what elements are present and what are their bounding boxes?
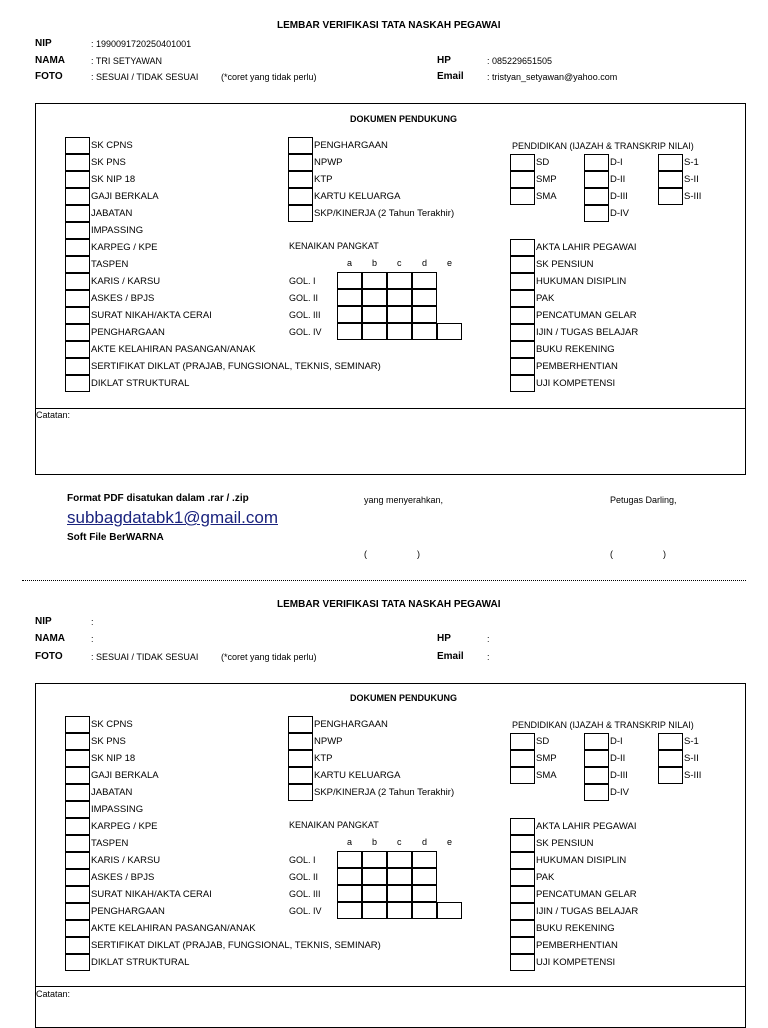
grade-header: d: [422, 837, 428, 847]
foto-note: (*coret yang tidak perlu): [221, 652, 317, 662]
grade-cell[interactable]: [412, 272, 437, 289]
doc-label: IMPASSING: [91, 804, 144, 815]
doc-label: AKTE KELAHIRAN PASANGAN/ANAK: [91, 344, 256, 355]
grade-cell[interactable]: [362, 272, 387, 289]
pendidikan-title: PENDIDIKAN (IJAZAH & TRANSKRIP NILAI): [512, 141, 694, 151]
gol-label: GOL. IV: [289, 906, 322, 916]
doc-checkbox[interactable]: [65, 375, 90, 392]
doc-checkbox[interactable]: [65, 716, 90, 733]
grade-header: a: [347, 258, 353, 268]
pendidikan-label: S-II: [684, 753, 699, 764]
doc-checkbox[interactable]: [510, 358, 535, 375]
pendidikan-label: S-II: [684, 174, 699, 185]
grade-cell[interactable]: [412, 885, 437, 902]
grade-cell[interactable]: [337, 323, 362, 340]
doc-label: PEMBERHENTIAN: [536, 361, 618, 372]
doc-checkbox[interactable]: [510, 290, 535, 307]
doc-label: SURAT NIKAH/AKTA CERAI: [91, 889, 212, 900]
doc-checkbox[interactable]: [65, 154, 90, 171]
nip-label: NIP: [35, 38, 52, 49]
doc-checkbox[interactable]: [510, 886, 535, 903]
doc-label: BUKU REKENING: [536, 344, 615, 355]
doc-label: SK PNS: [91, 157, 126, 168]
pendidikan-label: S-1: [684, 157, 699, 168]
doc-label: KARTU KELUARGA: [314, 191, 401, 202]
grade-header: e: [447, 837, 453, 847]
petugas-label: Petugas Darling,: [610, 495, 677, 505]
grade-header: e: [447, 258, 453, 268]
nip-label: NIP: [35, 616, 52, 627]
doc-label: AKTA LAHIR PEGAWAI: [536, 242, 637, 253]
pendidikan-label: SMA: [536, 770, 557, 781]
doc-checkbox[interactable]: [65, 307, 90, 324]
col2-checkboxes: [288, 137, 455, 222]
doc-checkbox[interactable]: [65, 358, 90, 375]
doc-label: PEMBERHENTIAN: [536, 940, 618, 951]
grade-cell[interactable]: [412, 306, 437, 323]
doc-checkbox[interactable]: [65, 784, 90, 801]
grade-cell[interactable]: [387, 272, 412, 289]
doc-label: UJI KOMPETENSI: [536, 378, 616, 389]
menyerahkan-label: yang menyerahkan,: [364, 495, 444, 505]
pendidikan-checkbox[interactable]: [584, 205, 609, 222]
pendidikan-label: D-I: [610, 157, 623, 168]
doc-label: TASPEN: [91, 838, 129, 849]
foto-label: FOTO: [35, 651, 63, 662]
doc-label: NPWP: [314, 157, 343, 168]
doc-label: SKP/KINERJA (2 Tahun Terakhir): [314, 787, 455, 798]
pendidikan-label: SMA: [536, 191, 557, 202]
grade-cell[interactable]: [387, 902, 412, 919]
doc-label: PAK: [536, 293, 555, 304]
pendidikan-checkbox[interactable]: [658, 188, 683, 205]
hp-label: HP: [437, 55, 451, 66]
doc-checkbox[interactable]: [288, 137, 313, 154]
pendidikan-label: S-1: [684, 736, 699, 747]
doc-checkbox[interactable]: [510, 903, 535, 920]
pendidikan-checkbox[interactable]: [584, 750, 609, 767]
doc-checkbox[interactable]: [65, 767, 90, 784]
doc-checkbox[interactable]: [65, 750, 90, 767]
pendidikan-label: SMP: [536, 753, 557, 764]
nama-label: NAMA: [35, 55, 65, 66]
pendidikan-checkbox[interactable]: [584, 733, 609, 750]
doc-checkbox[interactable]: [510, 256, 535, 273]
pendidikan-checkbox[interactable]: [584, 171, 609, 188]
doc-checkbox[interactable]: [288, 733, 313, 750]
doc-checkbox[interactable]: [510, 852, 535, 869]
grade-cell[interactable]: [362, 902, 387, 919]
grade-cell[interactable]: [387, 323, 412, 340]
doc-label: HUKUMAN DISIPLIN: [536, 276, 627, 287]
doc-label: PAK: [536, 872, 555, 883]
kenaikan-title: KENAIKAN PANGKAT: [289, 241, 379, 251]
doc-checkbox[interactable]: [65, 222, 90, 239]
grade-header: b: [372, 837, 378, 847]
doc-label: JABATAN: [91, 787, 133, 798]
pendidikan-label: D-IV: [610, 787, 629, 798]
doc-label: KTP: [314, 174, 333, 185]
pendidikan-checkbox[interactable]: [584, 784, 609, 801]
grade-header: a: [347, 837, 353, 847]
doc-checkbox[interactable]: [288, 784, 313, 801]
col3-checkboxes: [510, 239, 639, 392]
doc-checkbox[interactable]: [65, 835, 90, 852]
hp-value: :: [487, 634, 490, 644]
form-2: [0, 580, 768, 1024]
doc-checkbox[interactable]: [510, 835, 535, 852]
pendidikan-checkbox[interactable]: [510, 733, 535, 750]
doc-label: PENGHARGAAN: [314, 719, 388, 730]
doc-checkbox[interactable]: [65, 205, 90, 222]
grade-cell[interactable]: [387, 885, 412, 902]
doc-checkbox[interactable]: [65, 818, 90, 835]
doc-checkbox[interactable]: [510, 937, 535, 954]
softfile-note: Soft File BerWARNA: [67, 532, 164, 543]
dokumen-title: DOKUMEN PENDUKUNG: [350, 114, 458, 124]
grade-cell[interactable]: [412, 289, 437, 306]
grade-cell[interactable]: [362, 306, 387, 323]
format-note: Format PDF disatukan dalam .rar / .zip: [67, 493, 249, 504]
pendidikan-label: SD: [536, 157, 550, 168]
doc-label: IMPASSING: [91, 225, 144, 236]
doc-label: PENCATUMAN GELAR: [536, 889, 637, 900]
pendidikan-label: SD: [536, 736, 550, 747]
grade-header: c: [397, 258, 402, 268]
hp-label: HP: [437, 633, 451, 644]
nama-value: :: [91, 634, 94, 644]
doc-label: DIKLAT STRUKTURAL: [91, 957, 190, 968]
pendidikan-label: SMP: [536, 174, 557, 185]
doc-checkbox[interactable]: [510, 954, 535, 971]
doc-checkbox[interactable]: [288, 154, 313, 171]
doc-label: AKTA LAHIR PEGAWAI: [536, 821, 637, 832]
doc-label: PENGHARGAAN: [314, 140, 388, 151]
dokumen-title: DOKUMEN PENDUKUNG: [350, 693, 458, 703]
doc-checkbox[interactable]: [65, 239, 90, 256]
doc-label: KARTU KELUARGA: [314, 770, 401, 781]
doc-checkbox[interactable]: [65, 324, 90, 341]
pend-c-checkboxes: [658, 733, 702, 784]
grade-cell[interactable]: [412, 868, 437, 885]
gol-label: GOL. II: [289, 293, 319, 303]
grade-cell[interactable]: [337, 885, 362, 902]
doc-checkbox[interactable]: [510, 307, 535, 324]
grade-cell[interactable]: [337, 851, 362, 868]
doc-checkbox[interactable]: [65, 256, 90, 273]
doc-checkbox[interactable]: [288, 716, 313, 733]
grade-cell[interactable]: [412, 902, 437, 919]
doc-checkbox[interactable]: [288, 171, 313, 188]
doc-label: HUKUMAN DISIPLIN: [536, 855, 627, 866]
doc-label: SERTIFIKAT DIKLAT (PRAJAB, FUNGSIONAL, TEKNIS, SEMINAR): [91, 361, 381, 372]
email-value: :: [487, 652, 490, 662]
doc-label: SURAT NIKAH/AKTA CERAI: [91, 310, 212, 321]
doc-label: SK PENSIUN: [536, 259, 594, 270]
pendidikan-label: D-I: [610, 736, 623, 747]
foto-value: : SESUAI / TIDAK SESUAI: [91, 72, 199, 82]
doc-checkbox[interactable]: [510, 239, 535, 256]
pendidikan-label: D-IV: [610, 208, 629, 219]
pendidikan-label: D-III: [610, 191, 628, 202]
sign-right: ( ): [610, 549, 667, 559]
doc-label: GAJI BERKALA: [91, 770, 159, 781]
doc-label: PENGHARGAAN: [91, 906, 165, 917]
pendidikan-checkbox[interactable]: [584, 154, 609, 171]
doc-label: KARPEG / KPE: [91, 242, 158, 253]
grade-cell[interactable]: [337, 289, 362, 306]
grade-cell[interactable]: [362, 885, 387, 902]
doc-label: SK CPNS: [91, 719, 133, 730]
nip-value: : 199009172025040100​1: [91, 39, 192, 49]
form-title: LEMBAR VERIFIKASI TATA NASKAH PEGAWAI: [277, 599, 501, 610]
doc-checkbox[interactable]: [288, 767, 313, 784]
pendidikan-checkbox[interactable]: [584, 188, 609, 205]
grade-cell[interactable]: [337, 306, 362, 323]
doc-label: KTP: [314, 753, 333, 764]
grade-cell[interactable]: [362, 868, 387, 885]
doc-checkbox[interactable]: [65, 733, 90, 750]
pendidikan-checkbox[interactable]: [584, 767, 609, 784]
grade-cell[interactable]: [437, 323, 462, 340]
gol-label: GOL. II: [289, 872, 319, 882]
doc-label: SK PENSIUN: [536, 838, 594, 849]
gol-label: GOL. I: [289, 276, 316, 286]
email-label: Email: [437, 71, 464, 82]
doc-checkbox[interactable]: [65, 886, 90, 903]
sign-left: ( ): [364, 549, 421, 559]
doc-checkbox[interactable]: [65, 188, 90, 205]
grade-cell[interactable]: [412, 323, 437, 340]
gol-label: GOL. III: [289, 310, 321, 320]
form-title: LEMBAR VERIFIKASI TATA NASKAH PEGAWAI: [277, 20, 501, 31]
grade-cell[interactable]: [362, 289, 387, 306]
pendidikan-checkbox[interactable]: [510, 767, 535, 784]
pendidikan-checkbox[interactable]: [510, 188, 535, 205]
pendidikan-checkbox[interactable]: [658, 171, 683, 188]
catatan-divider: [36, 408, 745, 409]
kenaikan-title: KENAIKAN PANGKAT: [289, 820, 379, 830]
nama-value: : TRI SETYAWAN: [91, 56, 163, 66]
pendidikan-label: S-III: [684, 770, 702, 781]
doc-checkbox[interactable]: [65, 273, 90, 290]
doc-label: SK PNS: [91, 736, 126, 747]
doc-label: SKP/KINERJA (2 Tahun Terakhir): [314, 208, 455, 219]
doc-label: ASKES / BPJS: [91, 872, 155, 883]
col2-checkboxes: [288, 716, 455, 801]
grade-header: c: [397, 837, 402, 847]
pendidikan-checkbox[interactable]: [510, 171, 535, 188]
grade-cell[interactable]: [387, 306, 412, 323]
grade-cell[interactable]: [387, 868, 412, 885]
doc-label: AKTE KELAHIRAN PASANGAN/ANAK: [91, 923, 256, 934]
doc-label: KARIS / KARSU: [91, 276, 161, 287]
grade-cell[interactable]: [362, 851, 387, 868]
pend-b-checkboxes: [584, 154, 629, 222]
doc-checkbox[interactable]: [65, 937, 90, 954]
gol-label: GOL. IV: [289, 327, 322, 337]
grade-cell[interactable]: [387, 851, 412, 868]
grade-cell[interactable]: [437, 902, 462, 919]
pend-c-checkboxes: [658, 154, 702, 205]
doc-label: GAJI BERKALA: [91, 191, 159, 202]
pendidikan-checkbox[interactable]: [658, 733, 683, 750]
catatan-label: Catatan:: [36, 989, 71, 999]
pendidikan-label: D-II: [610, 174, 626, 185]
foto-value: : SESUAI / TIDAK SESUAI: [91, 652, 199, 662]
gol-label: GOL. III: [289, 889, 321, 899]
pendidikan-label: S-III: [684, 191, 702, 202]
doc-label: KARIS / KARSU: [91, 855, 161, 866]
doc-checkbox[interactable]: [65, 171, 90, 188]
doc-label: KARPEG / KPE: [91, 821, 158, 832]
pend-a-checkboxes: [510, 154, 557, 205]
pend-a-checkboxes: [510, 733, 557, 784]
doc-checkbox[interactable]: [65, 341, 90, 358]
doc-checkbox[interactable]: [510, 273, 535, 290]
grade-cell[interactable]: [337, 868, 362, 885]
pendidikan-checkbox[interactable]: [510, 750, 535, 767]
foto-label: FOTO: [35, 71, 63, 82]
doc-checkbox[interactable]: [65, 954, 90, 971]
grade-cell[interactable]: [337, 902, 362, 919]
pendidikan-checkbox[interactable]: [658, 154, 683, 171]
grade-header: b: [372, 258, 378, 268]
doc-label: SK NIP 18: [91, 174, 136, 185]
pendidikan-label: D-III: [610, 770, 628, 781]
pendidikan-checkbox[interactable]: [658, 767, 683, 784]
doc-label: UJI KOMPETENSI: [536, 957, 616, 968]
doc-checkbox[interactable]: [65, 869, 90, 886]
doc-checkbox[interactable]: [65, 801, 90, 818]
form-1: [0, 0, 768, 480]
doc-label: PENCATUMAN GELAR: [536, 310, 637, 321]
hp-value: : 085229651505: [487, 56, 553, 66]
doc-checkbox[interactable]: [510, 818, 535, 835]
catatan-divider: [36, 986, 745, 987]
doc-checkbox[interactable]: [288, 188, 313, 205]
doc-checkbox[interactable]: [65, 903, 90, 920]
pendidikan-checkbox[interactable]: [510, 154, 535, 171]
pendidikan-checkbox[interactable]: [658, 750, 683, 767]
doc-label: SK CPNS: [91, 140, 133, 151]
doc-checkbox[interactable]: [65, 290, 90, 307]
nama-label: NAMA: [35, 633, 65, 644]
doc-checkbox[interactable]: [510, 324, 535, 341]
doc-label: BUKU REKENING: [536, 923, 615, 934]
pendidikan-title: PENDIDIKAN (IJAZAH & TRANSKRIP NILAI): [512, 720, 694, 730]
doc-checkbox[interactable]: [288, 205, 313, 222]
doc-label: PENGHARGAAN: [91, 327, 165, 338]
doc-label: TASPEN: [91, 259, 129, 270]
doc-label: SERTIFIKAT DIKLAT (PRAJAB, FUNGSIONAL, TEKNIS, SEMINAR): [91, 940, 381, 951]
catatan-label: Catatan:: [36, 410, 71, 420]
pendidikan-label: D-II: [610, 753, 626, 764]
doc-label: NPWP: [314, 736, 343, 747]
doc-label: ASKES / BPJS: [91, 293, 155, 304]
grade-cell[interactable]: [362, 323, 387, 340]
doc-checkbox[interactable]: [288, 750, 313, 767]
doc-label: DIKLAT STRUKTURAL: [91, 378, 190, 389]
doc-checkbox[interactable]: [65, 852, 90, 869]
email-label: Email: [437, 651, 464, 662]
email-link[interactable]: subbagdatabk1@gmail.com: [67, 508, 278, 527]
grade-cell[interactable]: [412, 851, 437, 868]
grade-header: d: [422, 258, 428, 268]
doc-label: IJIN / TUGAS BELAJAR: [536, 327, 639, 338]
nip-value: :: [91, 617, 94, 627]
doc-checkbox[interactable]: [510, 375, 535, 392]
doc-label: IJIN / TUGAS BELAJAR: [536, 906, 639, 917]
pend-b-checkboxes: [584, 733, 629, 801]
doc-checkbox[interactable]: [65, 920, 90, 937]
grade-cell[interactable]: [387, 289, 412, 306]
doc-checkbox[interactable]: [65, 137, 90, 154]
col3-checkboxes: [510, 818, 639, 971]
doc-checkbox[interactable]: [510, 920, 535, 937]
doc-checkbox[interactable]: [510, 869, 535, 886]
foto-note: (*coret yang tidak perlu): [221, 72, 317, 82]
doc-label: SK NIP 18: [91, 753, 136, 764]
grade-cell[interactable]: [337, 272, 362, 289]
gol-label: GOL. I: [289, 855, 316, 865]
email-value: : tristyan_setyawan@yahoo.com: [487, 72, 618, 82]
doc-checkbox[interactable]: [510, 341, 535, 358]
doc-label: JABATAN: [91, 208, 133, 219]
